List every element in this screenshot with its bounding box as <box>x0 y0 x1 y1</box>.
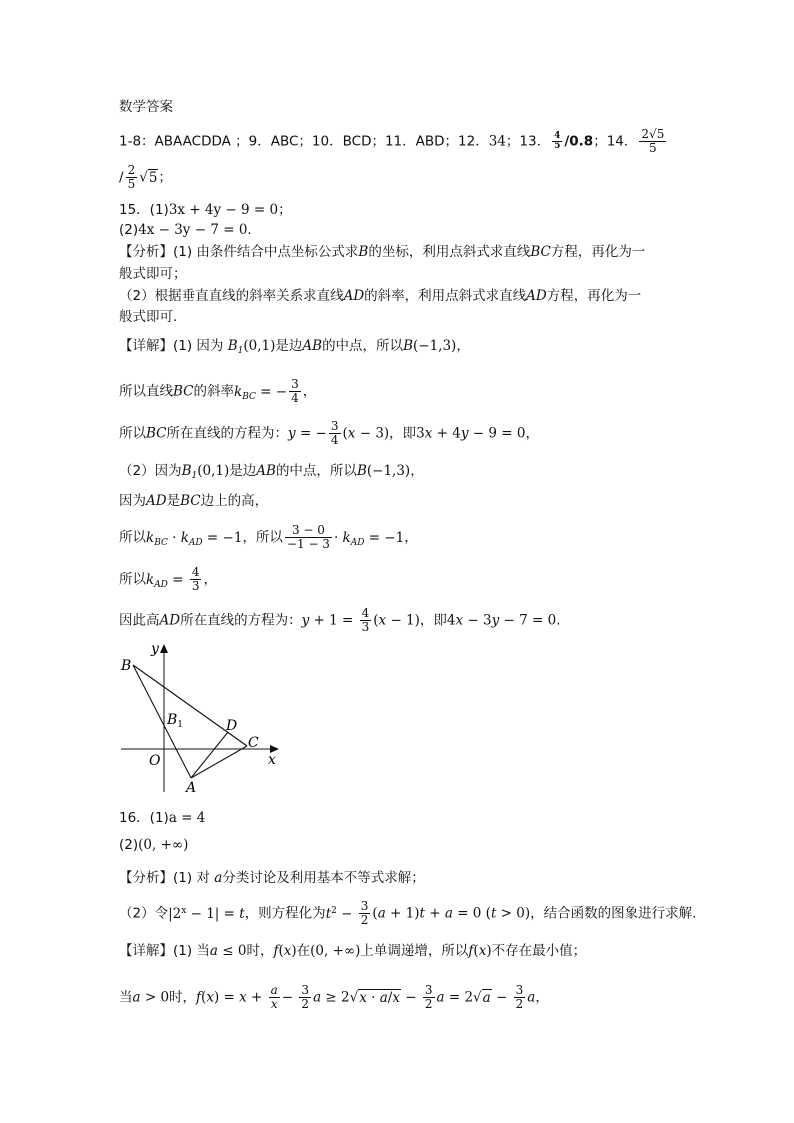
answers-prefix: 1-8：ABAACDDA ；9．ABC；10．BCD；11．ABD；12． <box>119 133 489 150</box>
q15-detail-4: （2）因为$B_1(0,1)$是边AB的中点，所以B(−1,3)， <box>119 463 424 481</box>
segment-AC <box>191 746 247 778</box>
q16-answer-2: (2)(0, +∞) <box>119 837 189 853</box>
q15-detail-6: 所以$k_{BC} \cdot k_{AD} = -1$，所以 $\frac{3 - 0}{-1 - 3}$ · $k_{AD} = -1$， <box>119 523 418 551</box>
answers-line-1 <box>119 128 668 155</box>
q16-answer-1: 16．(1)a = 4 <box>119 810 206 826</box>
answers-line-2 <box>119 164 172 191</box>
page-title: 数学答案 <box>119 99 173 115</box>
answer-14-alt-prefix: / <box>119 169 124 186</box>
y-axis-arrow <box>160 644 168 653</box>
q16-analysis-2: （2）令$|2^x - 1| = t$，则方程化为$t^2$ − $\frac{3}{2}$ (a + 1)t + a = 0 (t > 0)，结合函数的图象进行求解. <box>119 899 697 927</box>
q15-detail-8: 因此高AD所在直线的方程为：y + 1 = $\frac{4}{3}$ (x − 1)，即4x − 3y − 7 = 0. <box>119 606 561 634</box>
answer-14-alt-fraction: $\frac{2}{5}$ <box>127 163 136 191</box>
q16-analysis-1: 【分析】(1) 对 a分类讨论及利用基本不等式求解； <box>119 870 425 886</box>
label-D: D <box>226 718 238 734</box>
label-C: C <box>248 735 259 751</box>
q15-analysis-2: 般式即可； <box>119 266 187 282</box>
q16-detail-1: 【详解】(1) 当a ≤ 0时，f(x)在(0, +∞)上单调递增，所以f(x)不存在最小值； <box>119 943 587 959</box>
q16-detail-2: 当a > 0时，f(x) = x + $\frac{a}{x}$ − $\frac{3}{2}$ a ≥ 2√x · a/x − $\frac{3}{2}$ a = 2√a − $\frac{3}{2}$ a， <box>119 983 549 1011</box>
label-y: y <box>151 641 159 657</box>
label-O: O <box>149 753 161 769</box>
q15-detail-2: 所以直线BC的斜率$k_{BC}$ = − $\frac{3}{4}$ ， <box>119 377 317 405</box>
q15-analysis-3: （2）根据垂直直线的斜率关系求直线AD的斜率，利用点斜式求直线AD方程，再化为一 <box>119 288 642 304</box>
answer-13-alt: /0.8 <box>564 133 594 150</box>
q15-answer-2: (2)4x − 3y − 7 = 0． <box>119 222 261 238</box>
q15-analysis-1: 【分析】(1) 由条件结合中点坐标公式求B的坐标，利用点斜式求直线BC方程，再化为一 <box>119 244 646 260</box>
label-x: x <box>268 752 276 768</box>
q15-detail-5: 因为AD是BC边上的高， <box>119 493 269 509</box>
q15-detail-3: 所以BC所在直线的方程为：y = − $\frac{3}{4}$ (x − 3)，即3x + 4y − 9 = 0， <box>119 419 539 447</box>
answer-14-fraction: $\frac{2√5}{5}$ <box>641 127 665 155</box>
label-A: A <box>186 780 197 795</box>
segment-AD <box>191 732 228 778</box>
answer-13-fraction: $\frac{4}{5}$ <box>554 131 561 151</box>
q15-detail-1: 【详解】(1) 因为 $B_1(0,1)$是边AB的中点，所以B(−1,3)， <box>119 338 470 356</box>
q15-analysis-4: 般式即可. <box>119 309 178 325</box>
q15-detail-7: 所以$k_{AD}$ = $\frac{4}{3}$ ， <box>119 565 217 593</box>
triangle-figure <box>115 640 285 795</box>
answer-14-tail: ； <box>158 169 172 186</box>
answer-13-label: ；13． <box>505 133 551 150</box>
answer-12: 34 <box>488 133 506 150</box>
label-B: B <box>121 658 132 674</box>
answer-14-alt-sqrt: √5 <box>139 169 158 186</box>
answer-14-label: ；14． <box>593 133 638 150</box>
q15-answer-1: 15．(1)3x + 4y − 9 = 0； <box>119 202 292 218</box>
label-B1: $B_1$ <box>167 712 184 730</box>
